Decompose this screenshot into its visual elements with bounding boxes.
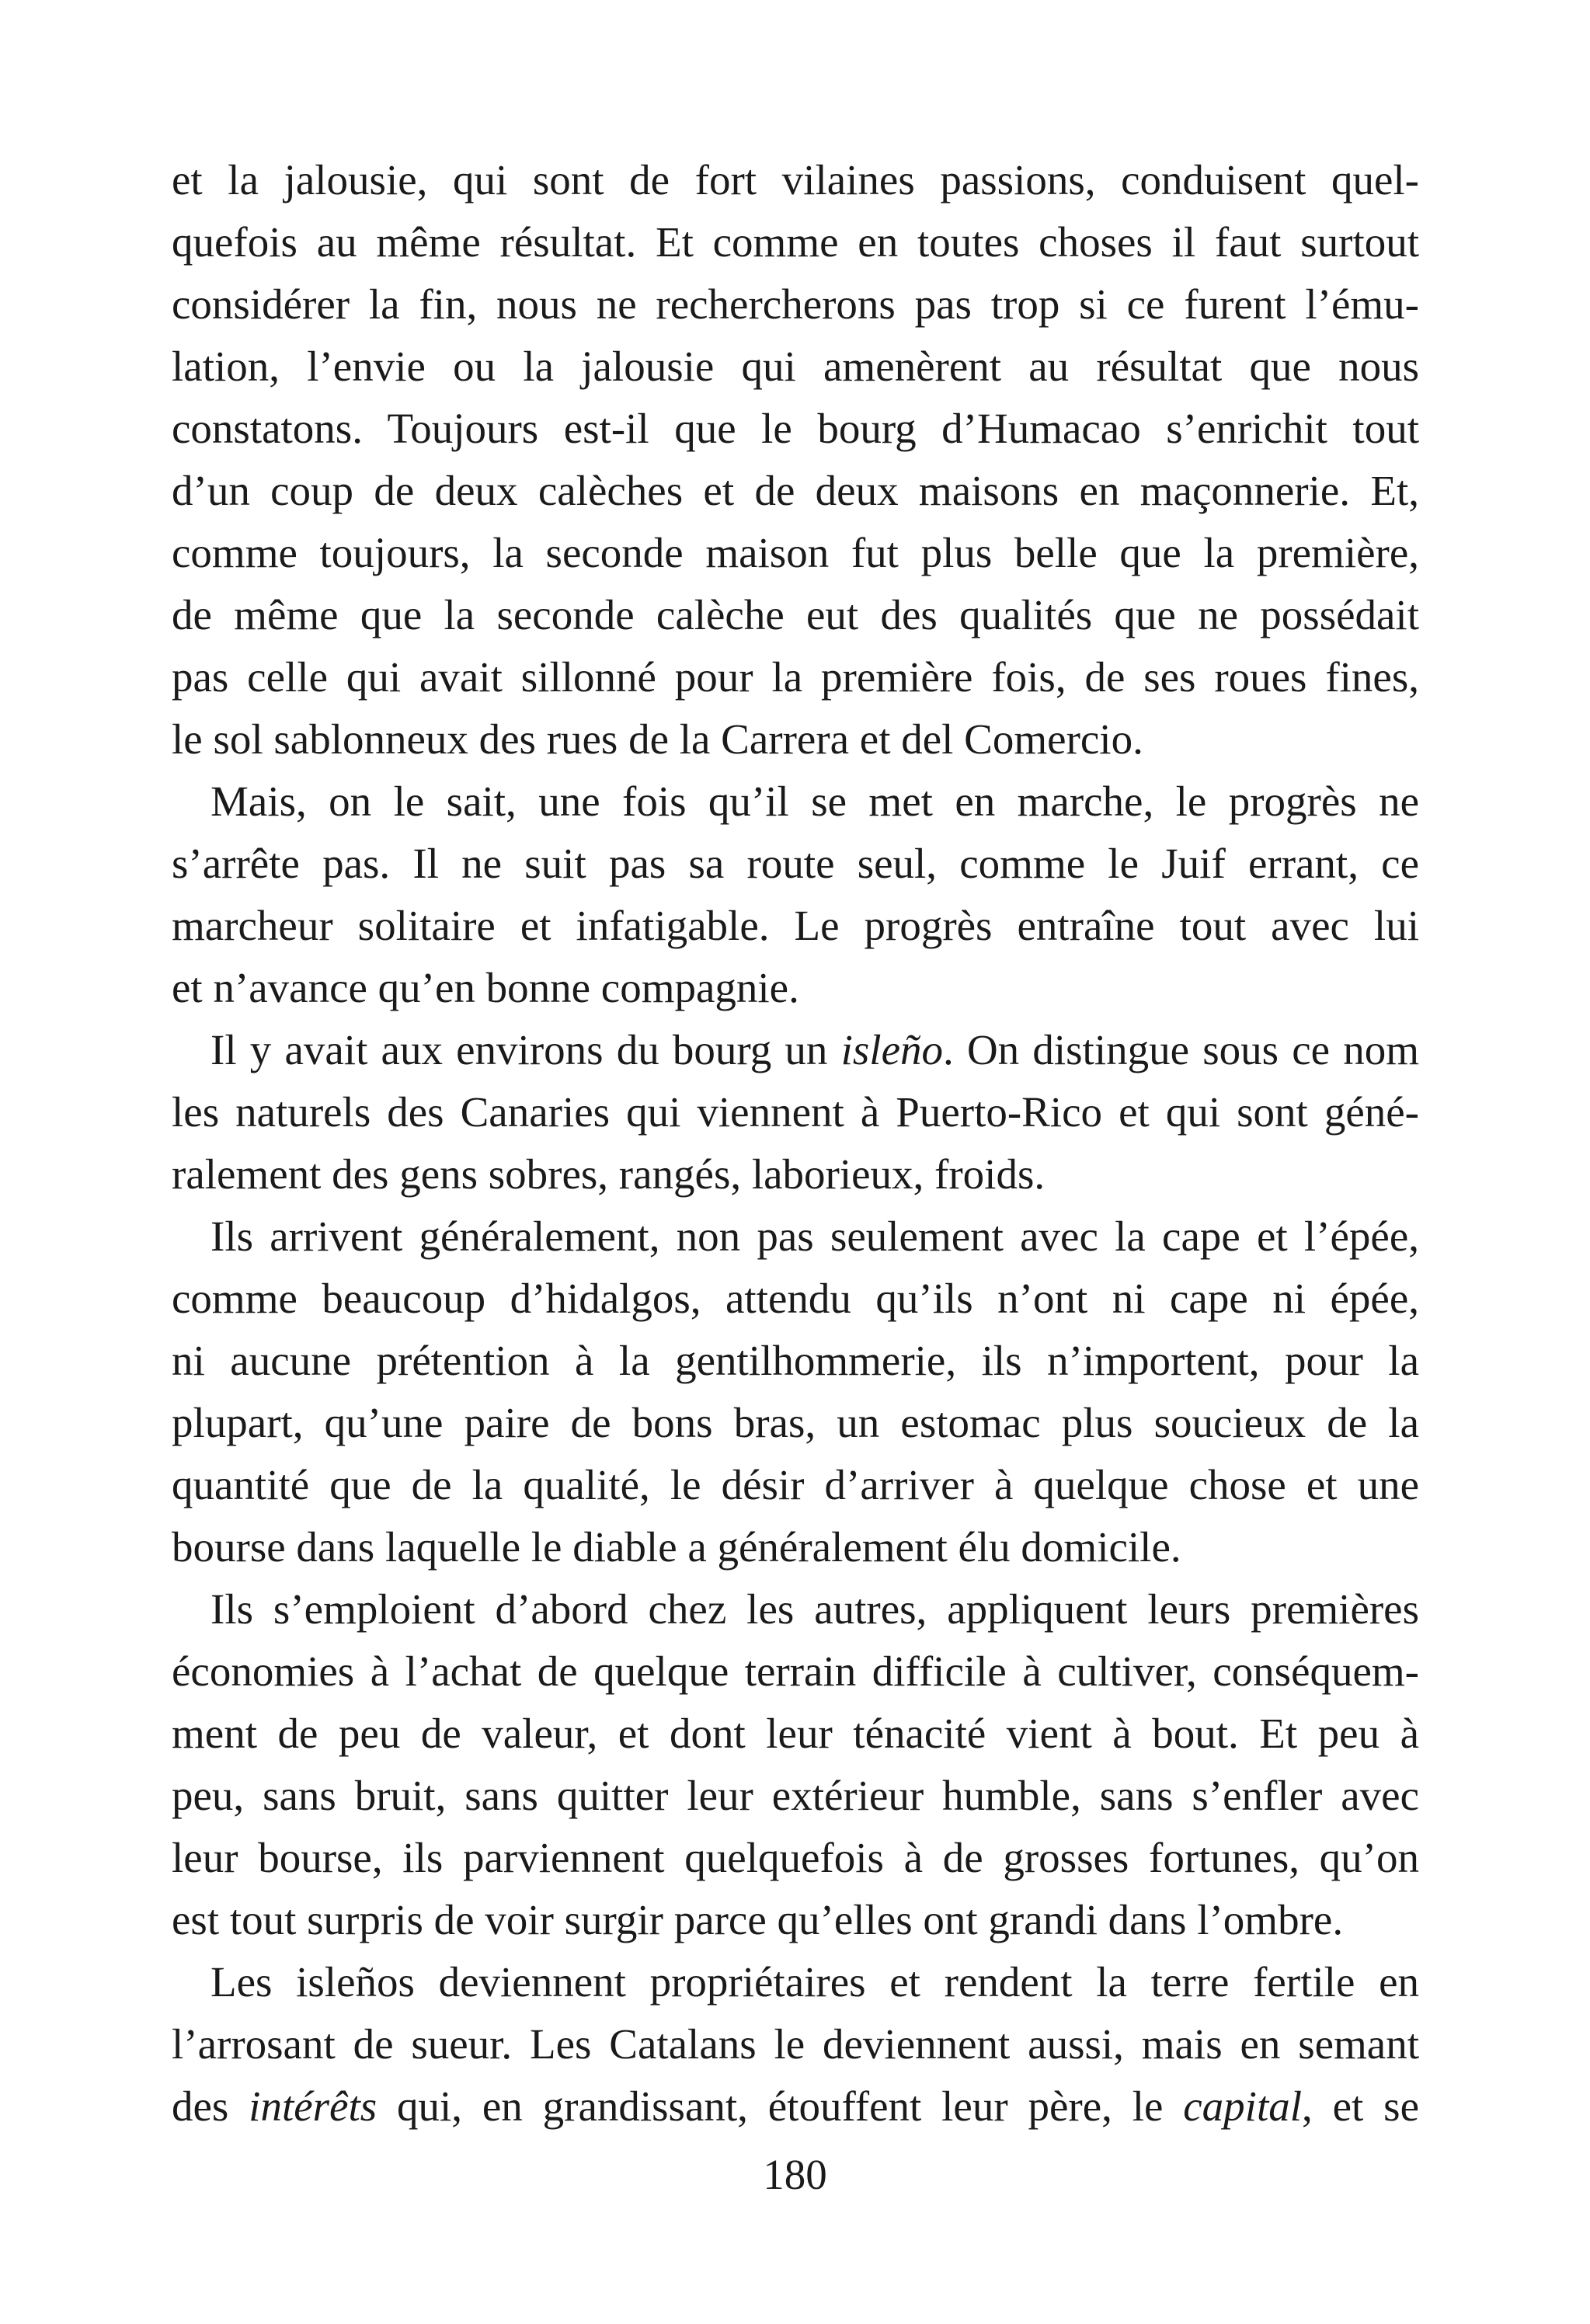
text-line-content: et n’avance qu’en bonne compagnie. <box>172 964 799 1011</box>
text-line-content: ralement des gens sobres, rangés, laborieux, froids. <box>172 1150 1046 1198</box>
text-line <box>172 1578 1419 1640</box>
text-line-content: d’un coup de deux calèches et de deux maisons en maçonnerie. Et, <box>172 467 1419 514</box>
text-line-content: le sol sablonneux des rues de la Carrera et del Comercio. <box>172 715 1143 763</box>
text-line <box>172 895 1419 957</box>
text-line <box>172 1392 1419 1454</box>
text-line-content: leur bourse, ils parviennent quelquefois à de grosses fortunes, qu’on <box>172 1834 1419 1881</box>
text-line <box>172 211 1419 273</box>
text-line-content <box>172 2082 1419 2130</box>
italic-term: capital <box>1183 2082 1303 2130</box>
text-line-content: plupart, qu’une paire de bons bras, un estomac plus soucieux de la <box>172 1399 1419 1446</box>
text-fragment: , et se <box>1302 2082 1419 2130</box>
text-line <box>172 1640 1419 1703</box>
text-line <box>172 398 1419 460</box>
text-line <box>172 1268 1419 1330</box>
text-line-content: Mais, on le sait, une fois qu’il se met en marche, le progrès ne <box>210 778 1419 825</box>
text-line <box>172 708 1419 771</box>
text-line <box>172 833 1419 895</box>
text-line <box>172 2013 1419 2075</box>
text-line <box>172 1703 1419 1765</box>
text-line-content: considérer la fin, nous ne rechercherons pas trop si ce furent l’ému- <box>172 280 1419 328</box>
text-line <box>172 522 1419 584</box>
text-line-content: est tout surpris de voir surgir parce qu’elles ont grandi dans l’ombre. <box>172 1896 1344 1943</box>
text-line <box>172 1019 1419 1081</box>
text-line <box>172 336 1419 398</box>
text-line-content: s’arrête pas. Il ne suit pas sa route seul, comme le Juif errant, ce <box>172 840 1419 887</box>
text-line <box>172 460 1419 522</box>
text-line <box>172 1516 1419 1578</box>
text-line <box>172 1454 1419 1516</box>
text-line-content: les naturels des Canaries qui viennent à Puerto-Rico et qui sont géné- <box>172 1088 1419 1136</box>
text-line <box>172 646 1419 708</box>
text-line <box>172 1205 1419 1268</box>
text-line <box>172 1081 1419 1143</box>
text-line-content: lation, l’envie ou la jalousie qui amenèrent au résultat que nous <box>172 343 1419 390</box>
text-line <box>172 1951 1419 2013</box>
text-line-content: marcheur solitaire et infatigable. Le progrès entraîne tout avec lui <box>172 902 1419 949</box>
body-text <box>172 149 1419 2138</box>
text-line <box>172 957 1419 1019</box>
text-line-content: ment de peu de valeur, et dont leur ténacité vient à bout. Et peu à <box>172 1710 1419 1757</box>
text-line <box>172 771 1419 833</box>
text-line <box>172 1143 1419 1205</box>
text-line <box>172 1889 1419 1951</box>
text-fragment: des <box>172 2082 249 2130</box>
text-line-content: constatons. Toujours est-il que le bourg d’Humacao s’enrichit tout <box>172 405 1419 452</box>
text-line-content: bourse dans laquelle le diable a généralement élu domicile. <box>172 1523 1181 1571</box>
text-line-content: quefois au même résultat. Et comme en toutes choses il faut surtout <box>172 218 1419 266</box>
text-line <box>172 584 1419 646</box>
text-line <box>172 1827 1419 1889</box>
italic-term: intérêts <box>249 2082 377 2130</box>
page-number: 180 <box>763 2151 827 2198</box>
text-line-content: comme beaucoup d’hidalgos, attendu qu’ils n’ont ni cape ni épée, <box>172 1275 1419 1322</box>
text-line-content: comme toujours, la seconde maison fut plus belle que la première, <box>172 529 1419 576</box>
text-line-content <box>210 1026 1419 1073</box>
text-line-content: pas celle qui avait sillonné pour la première fois, de ses roues fines, <box>172 653 1419 701</box>
text-line-content: et la jalousie, qui sont de fort vilaines passions, conduisent quel- <box>172 156 1419 204</box>
text-line-content: de même que la seconde calèche eut des qualités que ne possédait <box>172 591 1419 638</box>
text-line-content: Ils s’emploient d’abord chez les autres, appliquent leurs premières <box>210 1585 1419 1633</box>
text-fragment: . On distingue sous ce nom <box>943 1026 1419 1073</box>
text-line-content: peu, sans bruit, sans quitter leur extérieur humble, sans s’enfler avec <box>172 1772 1419 1819</box>
italic-term: isleño <box>840 1026 944 1073</box>
text-line-content: l’arrosant de sueur. Les Catalans le deviennent aussi, mais en semant <box>172 2020 1419 2068</box>
text-line <box>172 1330 1419 1392</box>
text-line <box>172 1765 1419 1827</box>
text-line-content: Les isleños deviennent propriétaires et rendent la terre fertile en <box>210 1958 1419 2006</box>
text-line <box>172 273 1419 336</box>
text-line <box>172 2075 1419 2138</box>
text-line-content: économies à l’achat de quelque terrain difficile à cultiver, conséquem- <box>172 1647 1419 1695</box>
text-fragment: Il y avait aux environs du bourg un <box>210 1026 841 1073</box>
text-line-content: ni aucune prétention à la gentilhommerie, ils n’importent, pour la <box>172 1337 1419 1384</box>
text-line <box>172 149 1419 211</box>
text-line-content: quantité que de la qualité, le désir d’arriver à quelque chose et une <box>172 1461 1419 1508</box>
text-fragment: qui, en grandissant, étouffent leur père, le <box>377 2082 1184 2130</box>
text-line-content: Ils arrivent généralement, non pas seulement avec la cape et l’épée, <box>210 1212 1419 1260</box>
